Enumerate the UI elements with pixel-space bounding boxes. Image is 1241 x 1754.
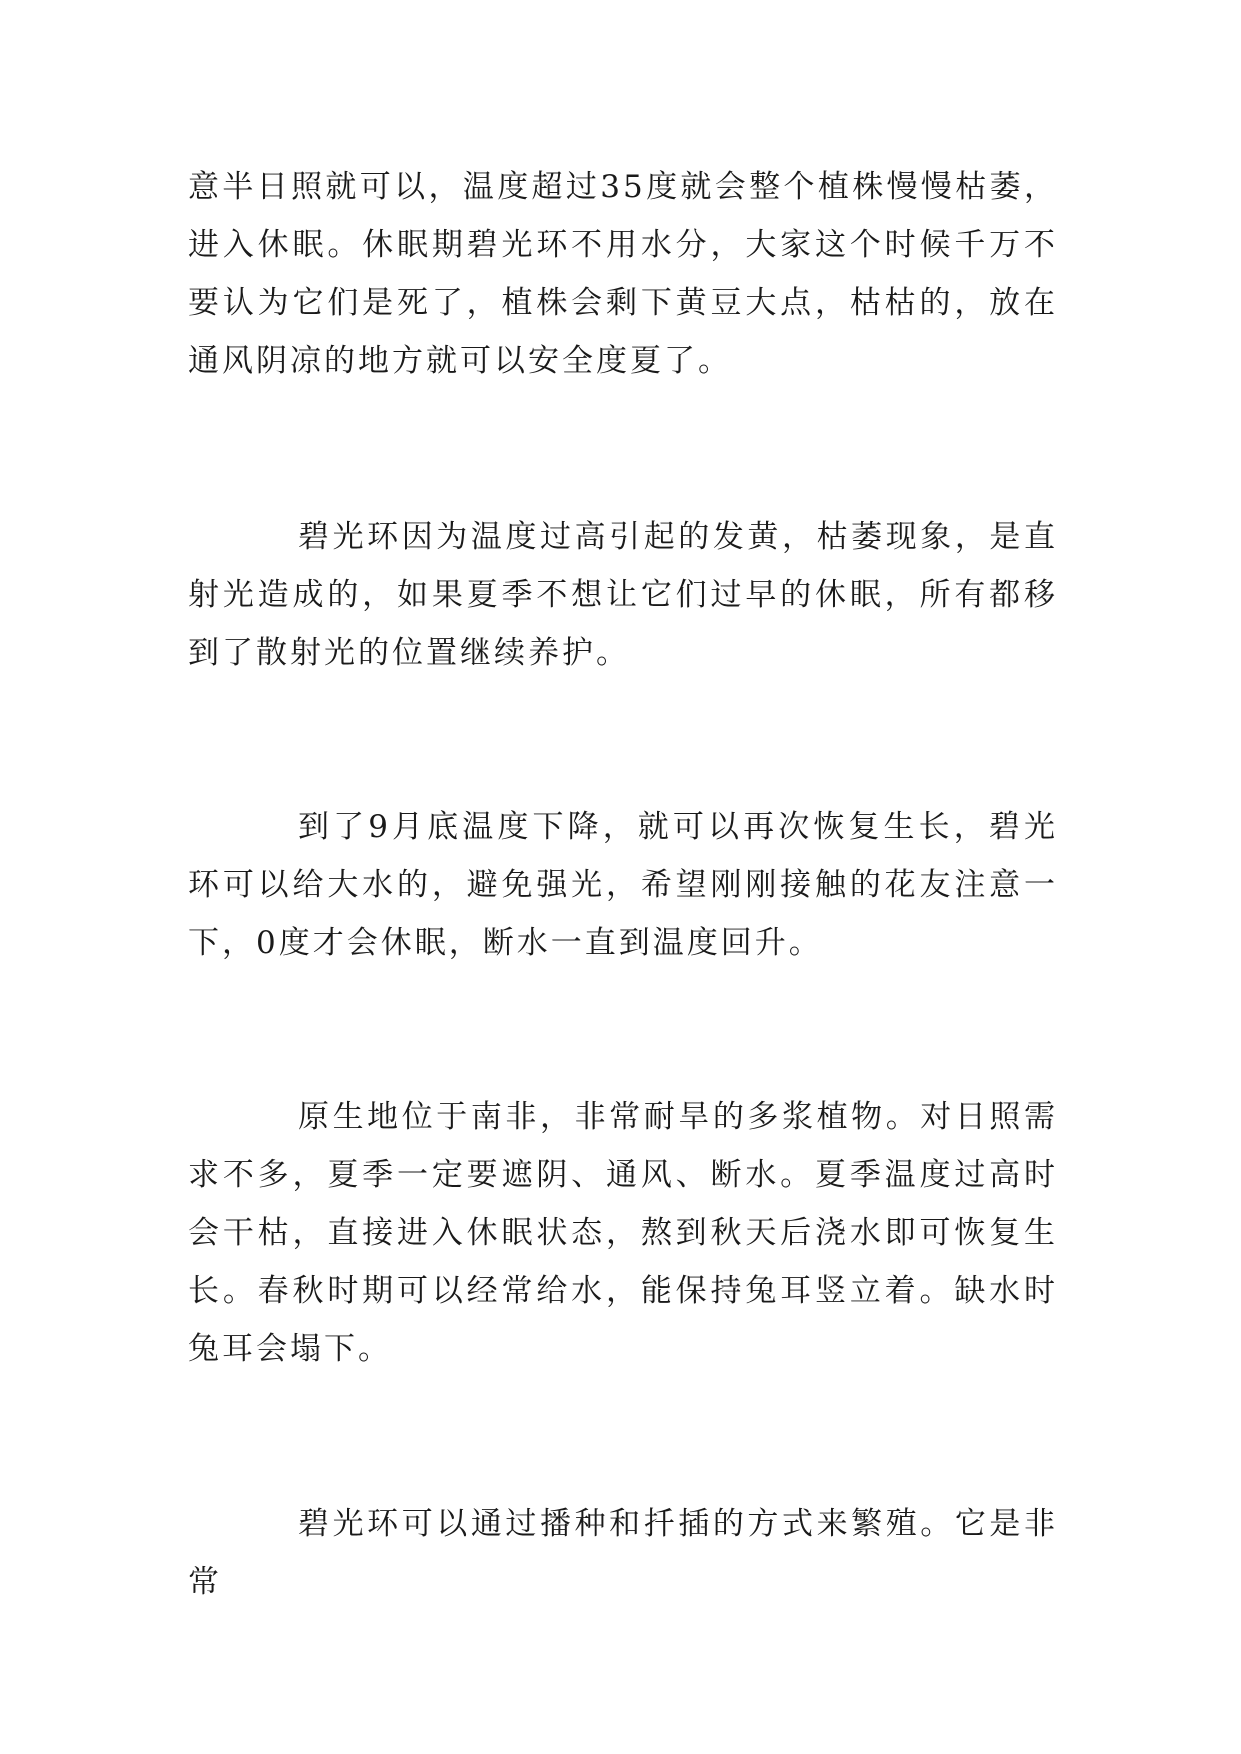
paragraph-3: 到了9月底温度下降，就可以再次恢复生长，碧光环可以给大水的，避免强光，希望刚刚接触的花友注意一下，0度才会休眠，断水一直到温度回升。	[188, 809, 1058, 961]
paragraph-2: 碧光环因为温度过高引起的发黄，枯萎现象，是直射光造成的，如果夏季不想让它们过早的休眠，所有都移到了散射光的位置继续养护。	[188, 519, 1058, 671]
paragraph-4: 原生地位于南非，非常耐旱的多浆植物。对日照需求不多，夏季一定要遮阴、通风、断水。夏季温度过高时会干枯，直接进入休眠状态，熬到秋天后浇水即可恢复生长。春秋时期可以经常给水，能保持兔耳竖立着。缺水时兔耳会塌下。	[188, 1099, 1058, 1367]
paragraph-1: 意半日照就可以，温度超过35度就会整个植株慢慢枯萎，进入休眠。休眠期碧光环不用水分，大家这个时候千万不要认为它们是死了，植株会剩下黄豆大点，枯枯的，放在通风阴凉的地方就可以安全度夏了。	[188, 169, 1058, 379]
paragraph-5: 碧光环可以通过播种和扦插的方式来繁殖。它是非常	[188, 1506, 1058, 1600]
